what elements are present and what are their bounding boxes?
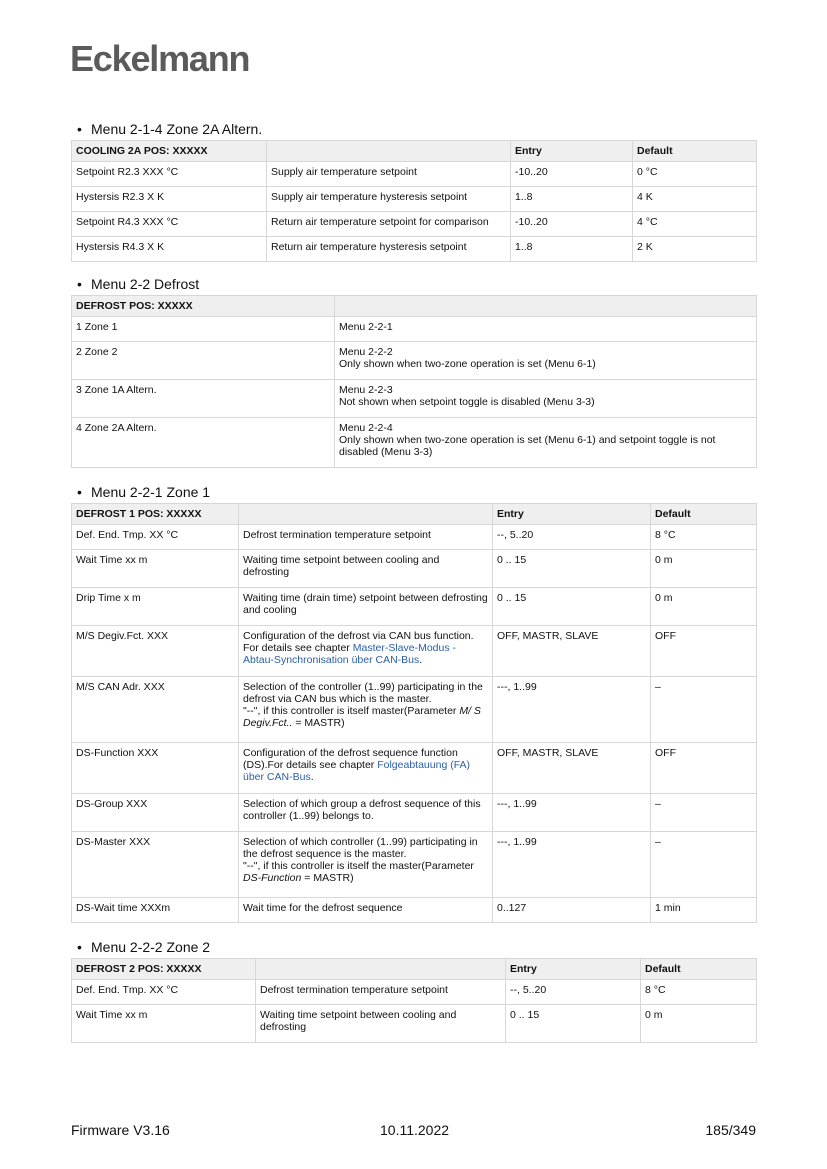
table-row: 3 Zone 1A Altern. Menu 2-2-3 Not shown when setpoint toggle is disabled (Menu 3-3) — [72, 380, 757, 418]
defrost-2-table — [71, 958, 757, 1043]
section-menu-2-2-2 — [71, 938, 756, 1043]
table-row: Hystersis R4.3 X K Return air temperature hysteresis setpoint 1..8 2 K — [72, 237, 757, 262]
chapter-link-folgeabtauung[interactable]: Folgeabtauung (FA) über CAN-Bus — [243, 759, 471, 783]
table-row: DS-Master XXX Selection of which controller (1..99) participating in the defrost sequence is the master. "--", if this controller is itself the master(Parameter DS-Function = MASTR) ---, 1..99 – — [72, 832, 757, 898]
section-menu-2-1-4 — [71, 120, 756, 262]
table-header-row: DEFROST POS: XXXXX — [72, 296, 757, 317]
table-row: Hystersis R2.3 X K Supply air temperature hysteresis setpoint 1..8 4 K — [72, 187, 757, 212]
table-header-row: COOLING 2A POS: XXXXX Entry Default — [72, 141, 757, 162]
section-heading: • Menu 2-2-1 Zone 1 — [77, 484, 211, 500]
section-menu-2-2-1 — [71, 483, 756, 923]
table-row: Wait Time xx m Waiting time setpoint between cooling and defrosting 0 .. 15 0 m — [72, 1005, 757, 1043]
table-row: 4 Zone 2A Altern. Menu 2-2-4 Only shown when two-zone operation is set (Menu 6-1) and setpoint toggle is not disabled (Menu 3-3) — [72, 418, 757, 468]
cooling-2a-table — [71, 140, 757, 262]
table-row: 2 Zone 2 Menu 2-2-2 Only shown when two-zone operation is set (Menu 6-1) — [72, 342, 757, 380]
table-row: Setpoint R2.3 XXX °C Supply air temperature setpoint -10..20 0 °C — [72, 162, 757, 187]
table-row: DS-Wait time XXXm Wait time for the defrost sequence 0..127 1 min — [72, 898, 757, 923]
section-menu-2-2 — [71, 275, 756, 468]
table-header-row: DEFROST 1 POS: XXXXX Entry Default — [72, 504, 757, 525]
table-row: M/S Degiv.Fct. XXX Configuration of the defrost via CAN bus function. For details see chapter Master-Slave-Modus - Abtau-Synchronisation über CAN-Bus. OFF, MASTR, SLAVE OFF — [72, 626, 757, 677]
table-row: M/S CAN Adr. XXX Selection of the controller (1..99) participating in the defrost via CAN bus which is the master. "--", if this controller is itself master(Parameter M/ S Degiv.Fct.. = MASTR) ---, 1..99 – — [72, 677, 757, 743]
footer-date: 10.11.2022 — [380, 1122, 450, 1138]
section-heading: • Menu 2-2-2 Zone 2 — [77, 939, 211, 955]
section-heading: • Menu 2-1-4 Zone 2A Altern. — [77, 121, 263, 137]
table-header-row: DEFROST 2 POS: XXXXX Entry Default — [72, 959, 757, 980]
table-row: DS-Group XXX Selection of which group a defrost sequence of this controller (1..99) belongs to. ---, 1..99 – — [72, 794, 757, 832]
table-row: Wait Time xx m Waiting time setpoint between cooling and defrosting 0 .. 15 0 m — [72, 550, 757, 588]
section-heading: • Menu 2-2 Defrost — [77, 276, 200, 292]
chapter-link-master-slave[interactable]: Master-Slave-Modus - Abtau-Synchronisation über CAN-Bus — [243, 642, 457, 666]
footer-page-number: 185/349 — [705, 1122, 756, 1138]
defrost-table — [71, 295, 757, 468]
table-row: DS-Function XXX Configuration of the defrost sequence function (DS).For details see chapter Folgeabtauung (FA) über CAN-Bus. OFF, MASTR, SLAVE OFF — [72, 743, 757, 794]
table-row: Setpoint R4.3 XXX °C Return air temperature setpoint for comparison -10..20 4 °C — [72, 212, 757, 237]
defrost-1-table — [71, 503, 757, 923]
brand-logo: Eckelmann — [70, 38, 250, 79]
table-row: Drip Time x m Waiting time (drain time) setpoint between defrosting and cooling 0 .. 15 0 m — [72, 588, 757, 626]
footer-firmware: Firmware V3.16 — [71, 1122, 170, 1138]
table-row: Def. End. Tmp. XX °C Defrost termination temperature setpoint --, 5..20 8 °C — [72, 525, 757, 550]
table-row: 1 Zone 1 Menu 2-2-1 — [72, 317, 757, 342]
table-row: Def. End. Tmp. XX °C Defrost termination temperature setpoint --, 5..20 8 °C — [72, 980, 757, 1005]
